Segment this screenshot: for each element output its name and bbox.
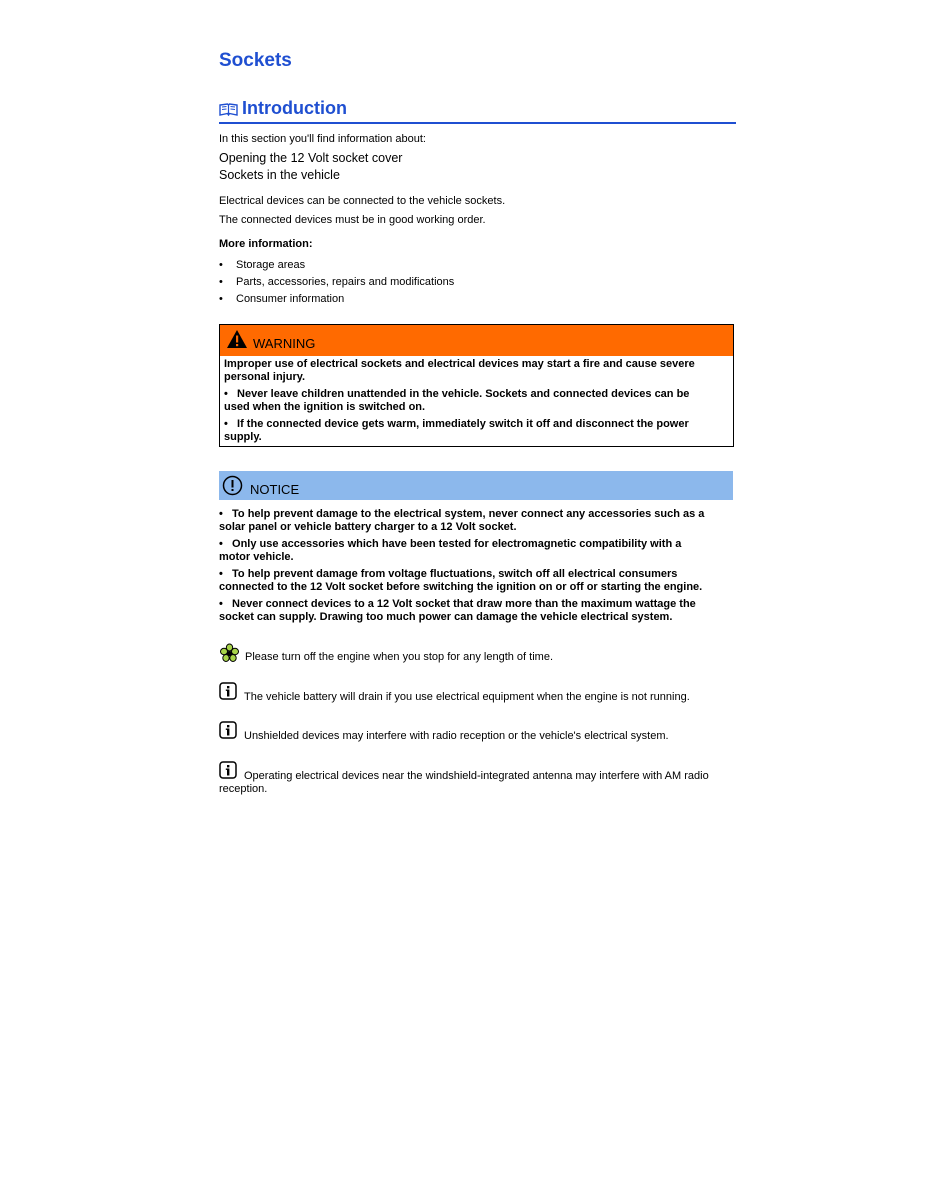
warning-header: [220, 325, 733, 356]
warning-line: Improper use of electrical sockets and electrical devices may start a fire and cause severe: [224, 358, 695, 370]
link-consumer-information[interactable]: Consumer information: [236, 293, 345, 305]
warning-box: [219, 324, 734, 447]
info-note: The vehicle battery will drain if you use electrical equipment when the engine is not running.: [244, 691, 690, 703]
link-socket-cover[interactable]: Opening the 12 Volt socket cover: [219, 151, 403, 165]
environment-flower-icon: [219, 643, 240, 663]
warning-triangle-icon: [226, 329, 248, 354]
notice-label: NOTICE: [250, 482, 300, 497]
notice-line: • To help prevent damage to the electrical system, never connect any accessories such as a: [219, 508, 705, 520]
notice-header: [219, 471, 733, 500]
page-title: Sockets: [219, 50, 292, 71]
link-sockets-in-vehicle[interactable]: Sockets in the vehicle: [219, 168, 340, 182]
info-icon: [219, 721, 236, 738]
info-note: Unshielded devices may interfere with radio reception or the vehicle's electrical system.: [244, 730, 669, 742]
notice-line: socket can supply. Drawing too much power can damage the vehicle electrical system.: [219, 611, 673, 623]
link-storage-areas[interactable]: Storage areas: [236, 259, 306, 271]
notice-line: • Never connect devices to a 12 Volt socket that draw more than the maximum wattage the: [219, 598, 696, 610]
notice-line: motor vehicle.: [219, 551, 294, 563]
notice-line: • Only use accessories which have been tested for electromagnetic compatibility with a: [219, 538, 682, 550]
warning-line: • Never leave children unattended in the vehicle. Sockets and connected devices can be: [224, 388, 690, 400]
info-note: Operating electrical devices near the windshield-integrated antenna may interfere with AM radio: [244, 770, 709, 782]
notice-line: • To help prevent damage from voltage fluctuations, switch off all electrical consumers: [219, 568, 678, 580]
warning-line: personal injury.: [224, 371, 306, 383]
notice-line: connected to the 12 Volt socket before switching the ignition on or off or starting the engine.: [219, 581, 703, 593]
notice-line: solar panel or vehicle battery charger to a 12 Volt socket.: [219, 521, 517, 533]
info-icon: [219, 761, 236, 778]
section-heading: [219, 98, 736, 124]
notice-exclamation-icon: [222, 475, 243, 501]
environment-note: Please turn off the engine when you stop for any length of time.: [245, 651, 553, 663]
intro-para-1: Electrical devices can be connected to the vehicle sockets.: [219, 195, 506, 207]
warning-line: • If the connected device gets warm, immediately switch it off and disconnect the power: [224, 418, 689, 430]
warning-label: WARNING: [253, 336, 316, 351]
warning-line: supply.: [224, 431, 262, 443]
link-parts-accessories[interactable]: Parts, accessories, repairs and modifications: [236, 276, 455, 288]
book-icon: [219, 103, 238, 121]
intro-lead: In this section you'll find information about:: [219, 133, 426, 145]
section-heading-text: Introduction: [242, 98, 347, 118]
more-info-label: More information:: [219, 238, 313, 250]
info-note: reception.: [219, 783, 268, 795]
intro-para-2: The connected devices must be in good working order.: [219, 214, 486, 226]
warning-line: used when the ignition is switched on.: [224, 401, 426, 413]
info-icon: [219, 682, 236, 699]
